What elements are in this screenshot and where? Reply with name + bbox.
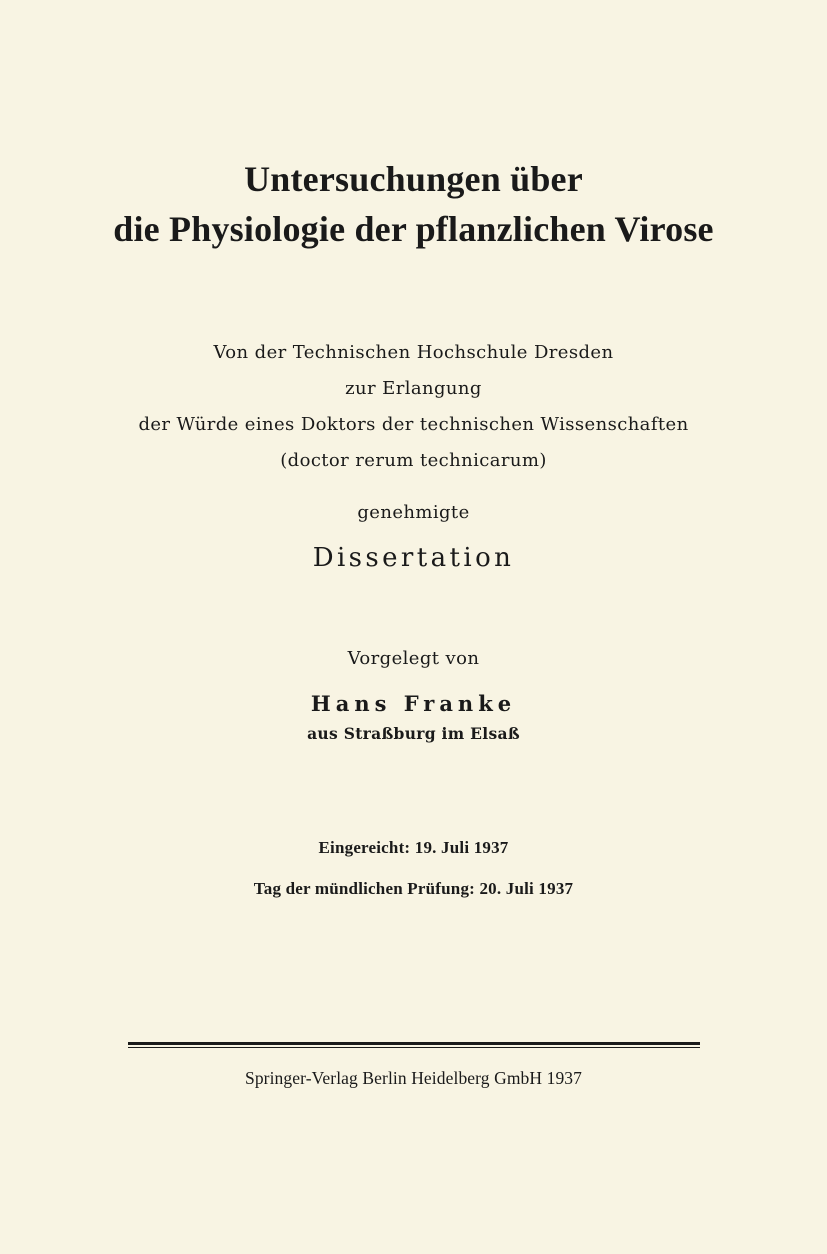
subtitle-line-5: genehmigte <box>357 502 470 523</box>
submitted-date: Eingereicht: 19. Juli 1937 <box>318 838 509 857</box>
title-line-2: die Physiologie der pflanzlichen Virose <box>113 209 714 249</box>
presented-by: Vorgelegt von <box>347 648 480 669</box>
document-type: Dissertation <box>312 543 515 573</box>
oral-exam-date: Tag der mündlichen Prüfung: 20. Juli 1937 <box>253 879 574 898</box>
separator-rule-thin <box>128 1047 700 1048</box>
publisher: Springer-Verlag Berlin Heidelberg GmbH 1937 <box>244 1068 583 1088</box>
subtitle-line-2: zur Erlangung <box>345 378 482 399</box>
subtitle-line-4: (doctor rerum technicarum) <box>280 450 547 471</box>
author-origin: aus Straßburg im Elsaß <box>307 724 520 743</box>
subtitle-line-1: Von der Technischen Hochschule Dresden <box>213 342 614 363</box>
separator-rule-thick <box>128 1042 700 1045</box>
author-name: Hans Franke <box>310 691 517 716</box>
title-line-1: Untersuchungen über <box>244 159 583 199</box>
subtitle-line-3: der Würde eines Doktors der technischen Wissenschaften <box>138 414 689 435</box>
